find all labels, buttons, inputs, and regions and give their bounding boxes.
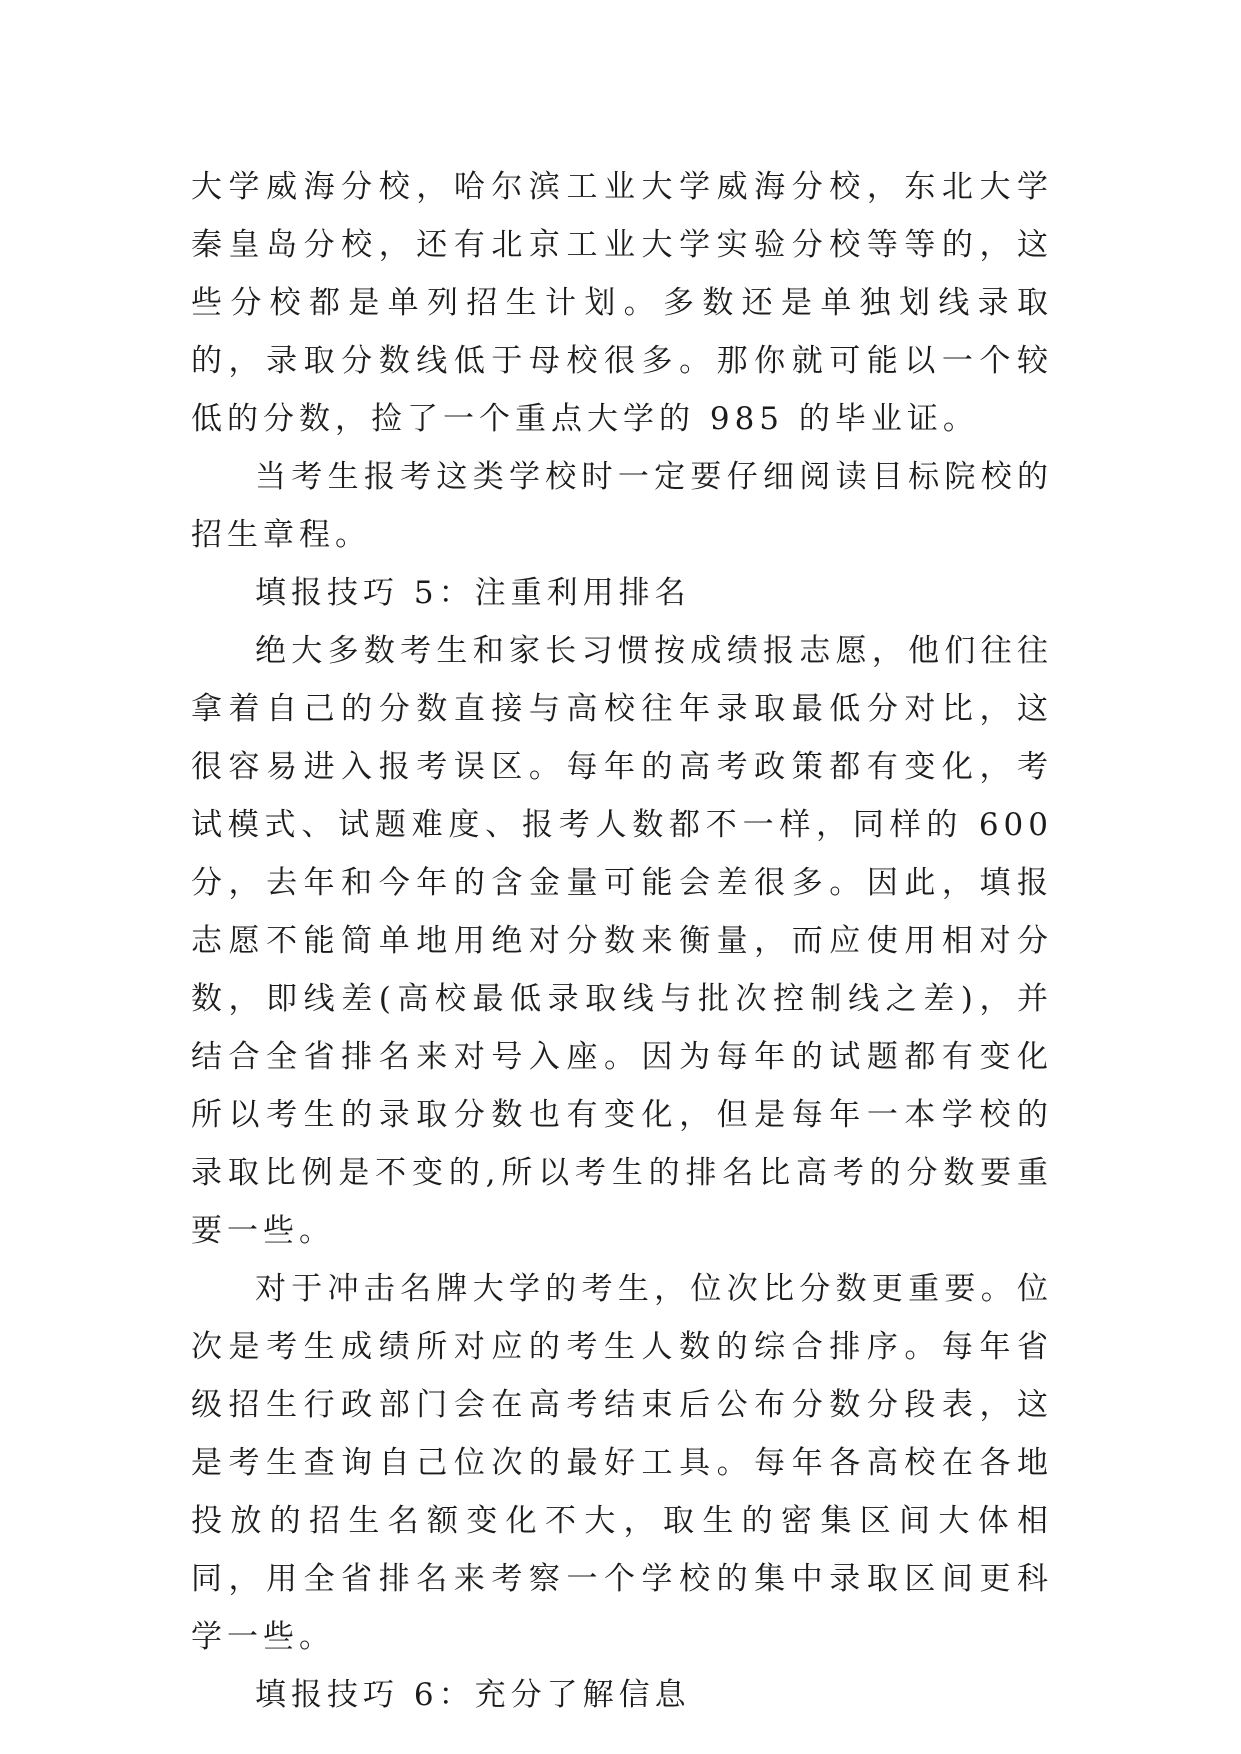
paragraph-ranking-vs-score: 绝大多数考生和家长习惯按成绩报志愿，他们往往拿着自己的分数直接与高校往年录取最低分对比，这很容易进入报考误区。每年的高考政策都有变化，考试模式、试题难度、报考人数都不一样，同样的 600 分，去年和今年的含金量可能会差很多。因此，填报志愿不能简单地用绝对分数来衡量，而应使用相对分数，即线差(高校最低录取线与批次控制线之差)，并结合全省排名来对号入座。因为每年的试题都有变化所以考生的录取分数也有变化，但是每年一本学校的录取比例是不变的,所以考生的排名比高考的分数要重要一些。: [191, 633, 1053, 1249]
paragraph-branch-campuses: 大学威海分校，哈尔滨工业大学威海分校，东北大学秦皇岛分校，还有北京工业大学实验分校等等的，这些分校都是单列招生计划。多数还是单独划线录取的，录取分数线低于母校很多。那你就可能以一个较低的分数，捡了一个重点大学的 985 的毕业证。: [191, 169, 1053, 437]
section-heading-tip-6: 填报技巧 6：充分了解信息: [255, 1677, 691, 1713]
section-heading-tip-5: 填报技巧 5：注重利用排名: [255, 575, 691, 611]
paragraph-rank-importance: 对于冲击名牌大学的考生，位次比分数更重要。位次是考生成绩所对应的考生人数的综合排序。每年省级招生行政部门会在高考结束后公布分数分段表，这是考生查询自己位次的最好工具。每年各高校在各地投放的招生名额变化不大，取生的密集区间大体相同，用全省排名来考察一个学校的集中录取区间更科学一些。: [191, 1271, 1053, 1655]
document-body: [191, 158, 1053, 1724]
paragraph-read-admission-rules: 当考生报考这类学校时一定要仔细阅读目标院校的招生章程。: [191, 459, 1053, 553]
